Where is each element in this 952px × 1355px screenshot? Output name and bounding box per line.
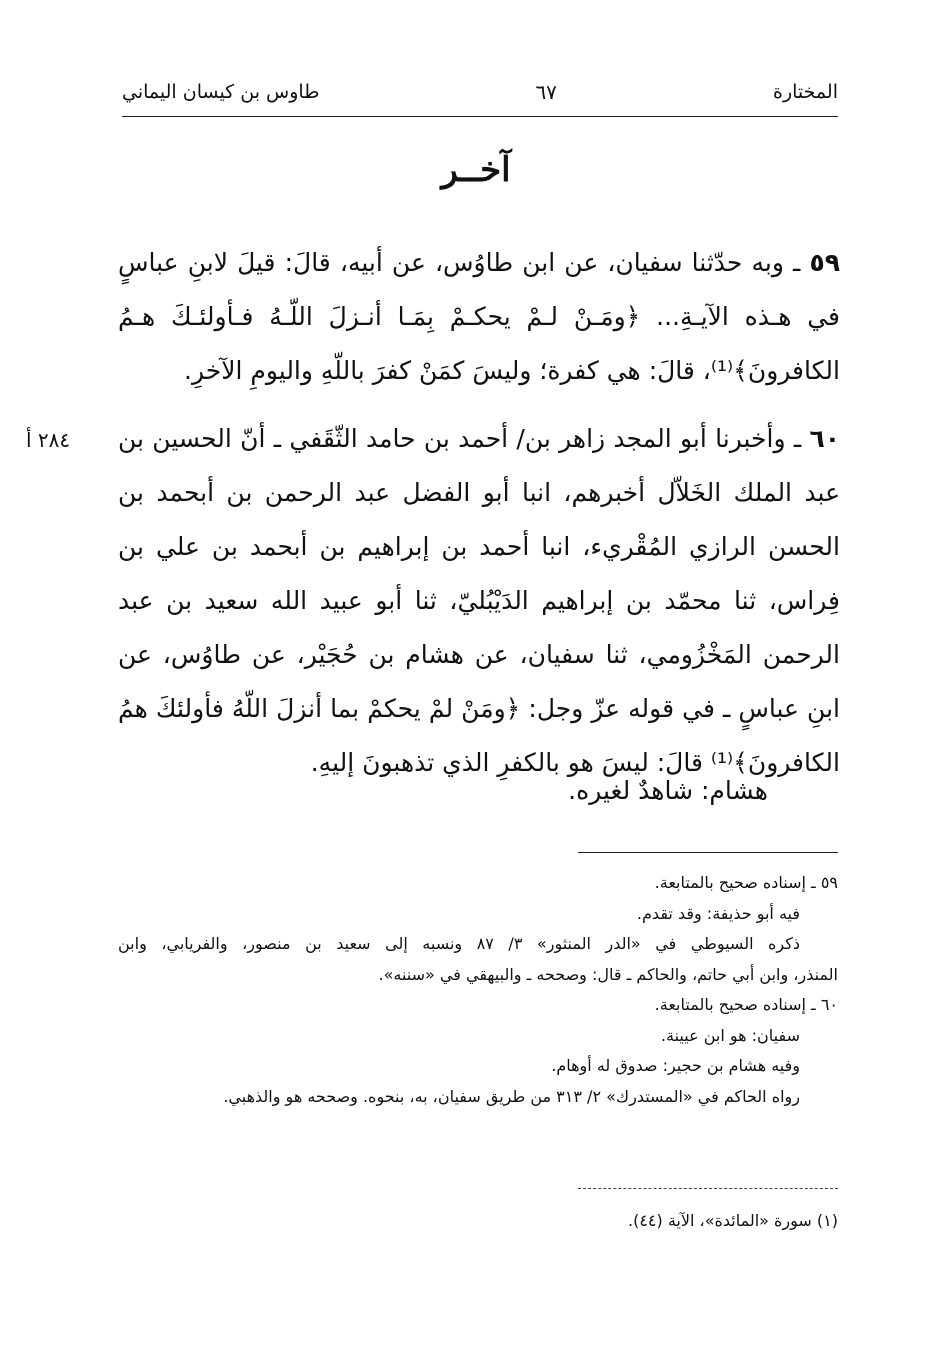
commentary-notes (118, 868, 838, 1112)
header-chapter-title: طاوس بن كيسان اليماني (122, 81, 320, 103)
page-number: ٦٧ (535, 80, 557, 104)
manuscript-folio-note: ٢٨٤ أ (26, 428, 71, 452)
hadith-number: ٥٩ (809, 248, 840, 277)
note-line: ٦٠ ـ إسناده صحيح بالمتابعة. (654, 995, 838, 1014)
header-book-title: المختارة (773, 81, 838, 103)
shahid-text: هشام: شاهدٌ لغيره. (568, 776, 768, 805)
footnote-separator (578, 1188, 838, 1189)
note-line: فيه أبو حذيفة: وقد تقدم. (636, 903, 800, 923)
hadith-text: ـ وبه حدّثنا سفيان، عن ابن طاوُس، عن أبيه، قالَ: قيلَ لابنِ عباسٍ في هـذه الآيـةِ... ﴿ومَـنْ لـمْ يحكـمْ بِمَـا أنـزلَ اللّـهُ فـأولئـكَ هـمُ الكافرونَ﴾⁽¹⁾، قالَ: هي كفرة؛ وليسَ كمَنْ كفرَ باللّهِ واليومِ الآخرِ. (118, 248, 840, 385)
note-line: ذكره السيوطي في «الدر المنثور» ٣/ ٨٧ ونسبه إلى سعيد بن منصور، والفريابي، وابن (118, 934, 800, 953)
hadith-number: ٦٠ (809, 424, 840, 453)
section-title: آخــر (441, 150, 511, 190)
note-line: المنذر، وابن أبي حاتم، والحاكم ـ قال: وصححه ـ والبيهقي في «سننه». (378, 964, 838, 984)
footnote: (١) سورة «المائدة»، الآية (٤٤). (628, 1211, 838, 1230)
note-line: رواه الحاكم في «المستدرك» ٢/ ٣١٣ من طريق سفيان، به، بنحوه. وصححه هو والذهبي. (223, 1086, 800, 1106)
shahid-note (118, 764, 840, 818)
notes-separator (578, 852, 838, 853)
note-line: سفيان: هو ابن عيينة. (660, 1025, 800, 1045)
hadith-60 (118, 412, 840, 790)
hadith-59 (118, 236, 840, 398)
header-rule (122, 116, 838, 117)
note-line: ٥٩ ـ إسناده صحيح بالمتابعة. (654, 873, 838, 892)
note-line: وفيه هشام بن حجير: صدوق له أوهام. (551, 1056, 800, 1075)
running-header (122, 72, 838, 112)
hadith-text: ـ وأخبرنا أبو المجد زاهر بن/ أحمد بن حامد الثّقَفي ـ أنّ الحسين بن عبد الملك الخَلاّل أخبرهم، انبا أبو الفضل عبد الرحمن بن أبحمد بن الحسن الرازي المُقْريء، انبا أحمد بن إبراهيم بن أبحمد بن علي بن فِراس، ثنا محمّد بن إبراهيم الدَيْبُليّ، ثنا أبو عبيد الله سعيد بن عبد الرحمن المَخْزُومي، ثنا سفيان، عن هشام بن حُجَيْر، عن طاوُس، عن ابنِ عباسٍ ـ في قوله عزّ وجل: ﴿ومَنْ لمْ يحكمْ بما أنزلَ اللّهُ فأولئكَ همُ الكافرونَ﴾⁽¹⁾ قالَ: ليسَ هو بالكفرِ الذي تذهبونَ إليهِ. (118, 424, 840, 777)
